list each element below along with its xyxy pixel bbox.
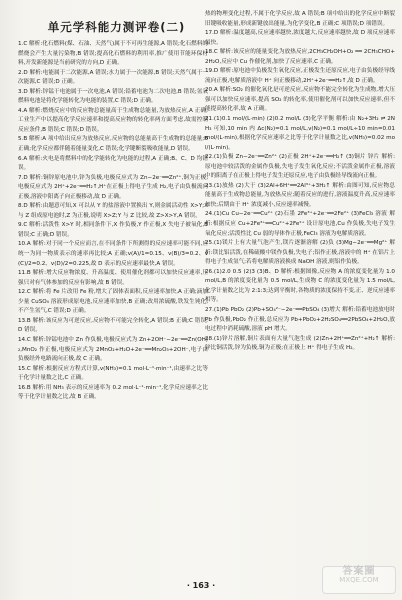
answer-paragraph: 24.(1)Cu Cu−2e⁻══Cu²⁺ (2)石墨 2Fe³⁺+2e⁻══2Fe²⁺ (3)FeCl₃ 溶液 解析:根据反应 Cu+2Fe³⁺══Cu²⁺+2Fe²⁺ 设计原电池,Cu 作负极,失电子发生氧化反应;活泼性比 Cu 弱的导体作正极,FeCl₃ 溶液为电解质溶液。 <box>205 211 395 237</box>
answer-paragraph: 6.A 解析:火电是将燃料中的化学能转化为电能的过程,A 正确;B、C、D 均错误。 <box>18 155 208 172</box>
answer-paragraph: 18.C 解析:该反应的能量变化为放热反应,2CH₃CH₂OH+O₂ ══ 2CH₃CHO+2H₂O,反应中 Cu 作催化剂,加快了反应速率,C 正确。 <box>205 49 395 65</box>
left-column <box>18 40 208 570</box>
right-column <box>205 10 395 575</box>
watermark-logo <box>322 566 396 594</box>
answer-paragraph: 20.A 解析:SO₂ 的催化氧化是可逆反应,反应物不能完全转化为生成物,增大压强可以加快反应速率,提高 SO₂ 的转化率,使用催化剂可以加快反应速率,但不能提高转化率,故 A 正确。 <box>205 87 395 113</box>
answer-paragraph: 1.C 解析:化石燃料(煤、石油、天然气)属于不可再生能源,A 错误;化石燃料的燃烧会产生大量污染物,B 错误;提高化石燃料的利用率,推广使用节能环保材料,开发新能源是当前研究的方向,D 正确。 <box>18 41 208 67</box>
answer-paragraph: 10.A 解析:对于同一个反应而言,在不同条件下所测得的反应速率可能不同,应统一为同一物质表示的速率再比较;A 正确;v(A)/1=0.15、v(B)/3=0.2、v(C)/2=0.2、v(D)/2=0.225,故 D 表示的反应速率最快,A 错误。 <box>18 241 208 267</box>
page-title: 单元学科能力测评卷(二) <box>47 20 186 34</box>
answer-paragraph: 4.A 解析:燃烧反应中的反应物总能量高于生成物总能量,为放热反应,A 正确;工业生产中以提高化学反应速率和提高反应物的转化率两方面考虑,故需控制反应条件,B 错误;C 错误;D 错误。 <box>18 107 208 133</box>
answer-paragraph: 7.D 解析:铜锌原电池中,锌为负极,电极反应式为 Zn−2e⁻══Zn²⁺,铜为正极,电极反应式为 2H⁺+2e⁻══H₂↑,H⁺在正极上得电子生成 H₂,电子由负极流向正极,溶液中阳离子向正极移动,故 D 正确。 <box>18 174 208 200</box>
answer-paragraph: 2.D 解析:电能属于二次能源,A 错误;水力属于一次能源,B 错误;天然气属于一次能源,C 错误;D 正确。 <box>18 69 208 86</box>
answer-paragraph: 25.(1)镁片上有大量气泡产生,镁片逐渐溶解 (2)负 (3)Mg−2e⁻══Mg²⁺ 解析:镁比铝活泼,在稀硫酸中镁作负极,失电子;铝作正极,溶液中的 H⁺ 在铝片上得电子生成氢气;若将电解质溶液换成 NaOH 溶液,则铝作负极。 <box>205 240 395 266</box>
answer-paragraph: 3.D 解析:锌锰干电池属于一次电池,A 错误;铅蓄电池为二次电池,B 错误;氢氧燃料电池是将化学能转化为电能的装置,C 错误;D 正确。 <box>18 88 208 105</box>
answer-paragraph: 26.(1)2.0 0.5 (2)3 (3)B、D 解析:根据图像,反应物 A 的浓度变化量为 1.0 mol/L,B 的浓度变化量为 0.5 mol/L,生成物 C 的浓度变化量为 1.5 mol/L,化学计量数之比为 2:1:3;达到平衡时,各物质的浓度保持不变,正、逆反应速率相等。 <box>205 268 395 304</box>
answer-paragraph: 14.C 解析:锌锰电池中 Zn 作负极,电极反应式为 Zn+2OH⁻−2e⁻══Zn(OH)₂,MnO₂ 作正极,电极反应式为 2MnO₂+H₂O+2e⁻══Mn₂O₃+2OH⁻,电子由负极经外电路流向正极,故 C 正确。 <box>18 336 208 363</box>
answer-paragraph: 热的物理变化过程,不属于化学反应,故 A 错误;B 项中给出的化学反应中断裂旧键吸收能量,形成新键放出能量,为化学变化,B 正确;C 项错误;D 项错误。 <box>205 11 395 27</box>
answer-paragraph: 8.D 解析:由题意可知,X 可以从 Y 的盐溶液中置换出 Y,则金属活动性 X>Y;X 与 Z 组成原电池时,Z 为正极,说明 X>Z;Y 与 Z 比较,故 Z>X>Y,A 错误。 <box>18 203 208 219</box>
page-number: · 163 · <box>186 581 216 590</box>
answer-paragraph: 22.(1)负极 Zn−2e⁻══Zn²⁺ (2)正极 2H⁺+2e⁻══H₂↑ (3)铜片 锌片 解析:原电池中较活泼的金属作负极,失电子发生氧化反应;不活泼金属作正极,溶液中的阳离子在正极上得电子发生还原反应,电子由负极经导线流向正极。 <box>205 154 395 180</box>
answer-paragraph: 5.B 解析:A 项中给出反应为放热反应,反应物的总能量高于生成物的总能量;B 正确;化学反应都伴随着能量变化,C 错误;化学键断裂吸收能量,D 错误。 <box>18 136 208 153</box>
answer-paragraph: 17.D 解析:温度越高,反应速率越快,浓度越大,反应速率越快,故 D 项反应速率最快。 <box>205 30 395 46</box>
answer-paragraph: 23.(1)放热 (2)大于 (3)2Al+6H⁺══2Al³⁺+3H₂↑ 解析:由图可知,反应物总能量高于生成物总能量,为放热反应;随着反应的进行,溶液温度升高,反应速率加快;后期由于 H⁺ 浓度减小,反应速率减慢。 <box>205 182 395 208</box>
answer-paragraph: 27.(1)Pb PbO₂ (2)Pb+SO₄²⁻−2e⁻══PbSO₄ (3)增大 解析:铅蓄电池放电时 Pb 作负极,PbO₂ 作正极,总反应为 Pb+PbO₂+2H₂SO₄══2PbSO₄+2H₂O,放电过程中消耗硫酸,溶液 pH 增大。 <box>205 306 395 333</box>
answer-paragraph: 12.C 解析:将 Fe 片改用 Fe 粉,增大了固体表面积,反应速率加快,A 正确;滴加少量 CuSO₄ 溶液形成原电池,反应速率加快,B 正确;改用浓硫酸,铁发生钝化,不产生氢气,C 错误;D 正确。 <box>18 289 208 315</box>
watermark-text: 答案圈 <box>342 566 376 577</box>
answer-paragraph: 21.(1)0.1 mol/(L·min) (2)0.2 mol/L (3)化学平衡 解析:由 N₂+3H₂ ⇌ 2NH₃ 可知,10 min 内 Δc(N₂)=0.1 mol/L,v(N₂)=0.1 mol/L÷10 min=0.01 mol/(L·min),根据化学反应速率之比等于化学计量数之比,v(NH₃)=0.02 mol/(L·min)。 <box>205 116 395 151</box>
watermark-url: MXQE.COM <box>339 576 379 584</box>
answer-paragraph: 9.C 解析:活泼性 X>Y 时,相同条件下,X 作负极,Y 作正极,X 失电子被氧化,B 错误;C 正确;D 错误。 <box>18 222 208 238</box>
answer-paragraph: 15.C 解析:根据反应方程式计算,v(NH₃)=0.1 mol·L⁻¹·min⁻¹,由速率之比等于化学计量数之比,C 正确。 <box>18 365 208 382</box>
answer-paragraph: 19.D 解析:原电池中负极发生氧化反应,正极发生还原反应,电子由负极经导线流向正极,电解质溶液中 H⁺ 向正极移动,2H⁺+2e⁻══H₂↑,故 D 正确。 <box>205 68 395 84</box>
answer-paragraph: 16.B 解析:用 NH₃ 表示的反应速率为 0.2 mol·L⁻¹·min⁻¹,化学反应速率之比等于化学计量数之比,故 B 正确。 <box>18 384 208 401</box>
answer-paragraph: 11.B 解析:增大反应物浓度、升高温度、使用催化剂都可以加快反应速率,压强只对有气体参加的反应有影响,故 B 错误。 <box>18 270 208 286</box>
answer-paragraph: 28.(1)锌片溶解,铜片表面有大量气泡生成 (2)Zn+2H⁺══Zn²⁺+H₂↑ 解析:锌比铜活泼,锌为负极,铜为正极;在正极上 H⁺ 得电子生成 H₂。 <box>205 335 395 352</box>
answer-paragraph: 13.B 解析:该反应为可逆反应,反应物不可能完全转化,A 错误;B 正确;C 错误;D 错误。 <box>18 317 208 334</box>
